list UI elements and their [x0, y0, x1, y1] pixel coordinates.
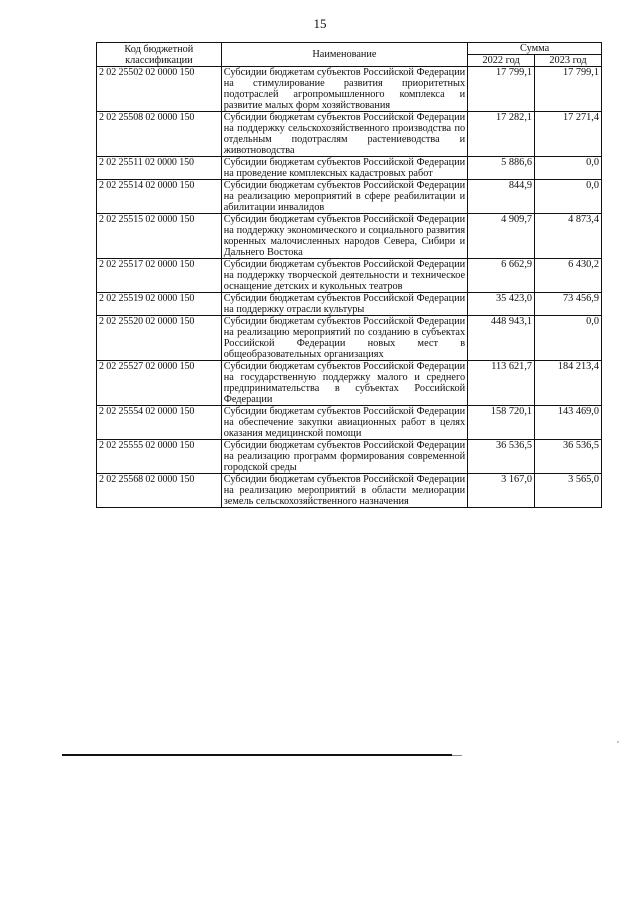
header-2022: 2022 год: [468, 55, 535, 67]
table-row: [97, 214, 602, 259]
amount-2022: 17 282,1: [468, 112, 535, 157]
table-row: [97, 180, 602, 214]
table-body: [97, 67, 602, 508]
budget-code: 2 02 25520 02 0000 150: [97, 316, 222, 361]
table-row: [97, 361, 602, 406]
amount-2023: 36 536,5: [535, 440, 602, 474]
budget-code: 2 02 25511 02 0000 150: [97, 157, 222, 180]
amount-2023: 4 873,4: [535, 214, 602, 259]
amount-2022: 844,9: [468, 180, 535, 214]
amount-2023: 17 799,1: [535, 67, 602, 112]
amount-2022: 5 886,6: [468, 157, 535, 180]
amount-2022: 3 167,0: [468, 474, 535, 508]
amount-2023: 0,0: [535, 180, 602, 214]
amount-2022: 35 423,0: [468, 293, 535, 316]
item-name: Субсидии бюджетам субъектов Российской Федерации на реализацию мероприятий по созданию в субъектах Российской Федерации новых мест в общеобразовательных организациях: [221, 316, 467, 361]
header-2023: 2023 год: [535, 55, 602, 67]
item-name: Субсидии бюджетам субъектов Российской Федерации на реализацию мероприятий в области мелиорации земель сельскохозяйственного назначения: [221, 474, 467, 508]
item-name: Субсидии бюджетам субъектов Российской Федерации на поддержку экономического и социального развития коренных малочисленных народов Севера, Сибири и Дальнего Востока: [221, 214, 467, 259]
table-row: [97, 293, 602, 316]
budget-code: 2 02 25568 02 0000 150: [97, 474, 222, 508]
amount-2023: 73 456,9: [535, 293, 602, 316]
item-name: Субсидии бюджетам субъектов Российской Федерации на поддержку отрасли культуры: [221, 293, 467, 316]
item-name: Субсидии бюджетам субъектов Российской Федерации на реализацию мероприятий в сфере реабилитации и абилитации инвалидов: [221, 180, 467, 214]
budget-code: 2 02 25554 02 0000 150: [97, 406, 222, 440]
amount-2023: 3 565,0: [535, 474, 602, 508]
budget-code: 2 02 25508 02 0000 150: [97, 112, 222, 157]
amount-2022: 17 799,1: [468, 67, 535, 112]
budget-code: 2 02 25519 02 0000 150: [97, 293, 222, 316]
amount-2022: 36 536,5: [468, 440, 535, 474]
item-name: Субсидии бюджетам субъектов Российской Федерации на проведение комплексных кадастровых работ: [221, 157, 467, 180]
amount-2023: 184 213,4: [535, 361, 602, 406]
budget-code: 2 02 25515 02 0000 150: [97, 214, 222, 259]
item-name: Субсидии бюджетам субъектов Российской Федерации на поддержку творческой деятельности и техническое оснащение детских и кукольных театров: [221, 259, 467, 293]
amount-2022: 6 662,9: [468, 259, 535, 293]
item-name: Субсидии бюджетам субъектов Российской Федерации на реализацию программ формирования современной городской среды: [221, 440, 467, 474]
amount-2023: 0,0: [535, 316, 602, 361]
table-row: [97, 259, 602, 293]
amount-2023: 0,0: [535, 157, 602, 180]
table-header: [97, 43, 602, 67]
page-number: 15: [313, 16, 327, 31]
table-row: [97, 316, 602, 361]
bottom-divider: [62, 754, 452, 756]
table-row: [97, 474, 602, 508]
table-row: [97, 406, 602, 440]
budget-code: 2 02 25514 02 0000 150: [97, 180, 222, 214]
amount-2023: 17 271,4: [535, 112, 602, 157]
budget-code: 2 02 25517 02 0000 150: [97, 259, 222, 293]
item-name: Субсидии бюджетам субъектов Российской Федерации на обеспечение закупки авиационных работ в целях оказания медицинской помощи: [221, 406, 467, 440]
table-row: [97, 157, 602, 180]
scan-mark: ,: [617, 735, 619, 744]
amount-2022: 113 621,7: [468, 361, 535, 406]
bottom-divider-tail: [452, 755, 462, 756]
amount-2022: 448 943,1: [468, 316, 535, 361]
header-name: Наименование: [221, 43, 467, 67]
table-row: [97, 440, 602, 474]
budget-table: [96, 42, 602, 508]
amount-2023: 6 430,2: [535, 259, 602, 293]
table-row: [97, 67, 602, 112]
amount-2023: 143 469,0: [535, 406, 602, 440]
amount-2022: 158 720,1: [468, 406, 535, 440]
header-sum: Сумма: [468, 43, 602, 55]
budget-code: 2 02 25555 02 0000 150: [97, 440, 222, 474]
item-name: Субсидии бюджетам субъектов Российской Федерации на поддержку сельскохозяйственного производства по отдельным подотраслям растениеводства и животноводства: [221, 112, 467, 157]
item-name: Субсидии бюджетам субъектов Российской Федерации на стимулирование развития приоритетных подотраслей агропромышленного комплекса и развитие малых форм хозяйствования: [221, 67, 467, 112]
header-code: Код бюджетной классификации: [97, 43, 222, 67]
item-name: Субсидии бюджетам субъектов Российской Федерации на государственную поддержку малого и среднего предпринимательства в субъектах Российской Федерации: [221, 361, 467, 406]
budget-code: 2 02 25527 02 0000 150: [97, 361, 222, 406]
amount-2022: 4 909,7: [468, 214, 535, 259]
table-row: [97, 112, 602, 157]
budget-code: 2 02 25502 02 0000 150: [97, 67, 222, 112]
